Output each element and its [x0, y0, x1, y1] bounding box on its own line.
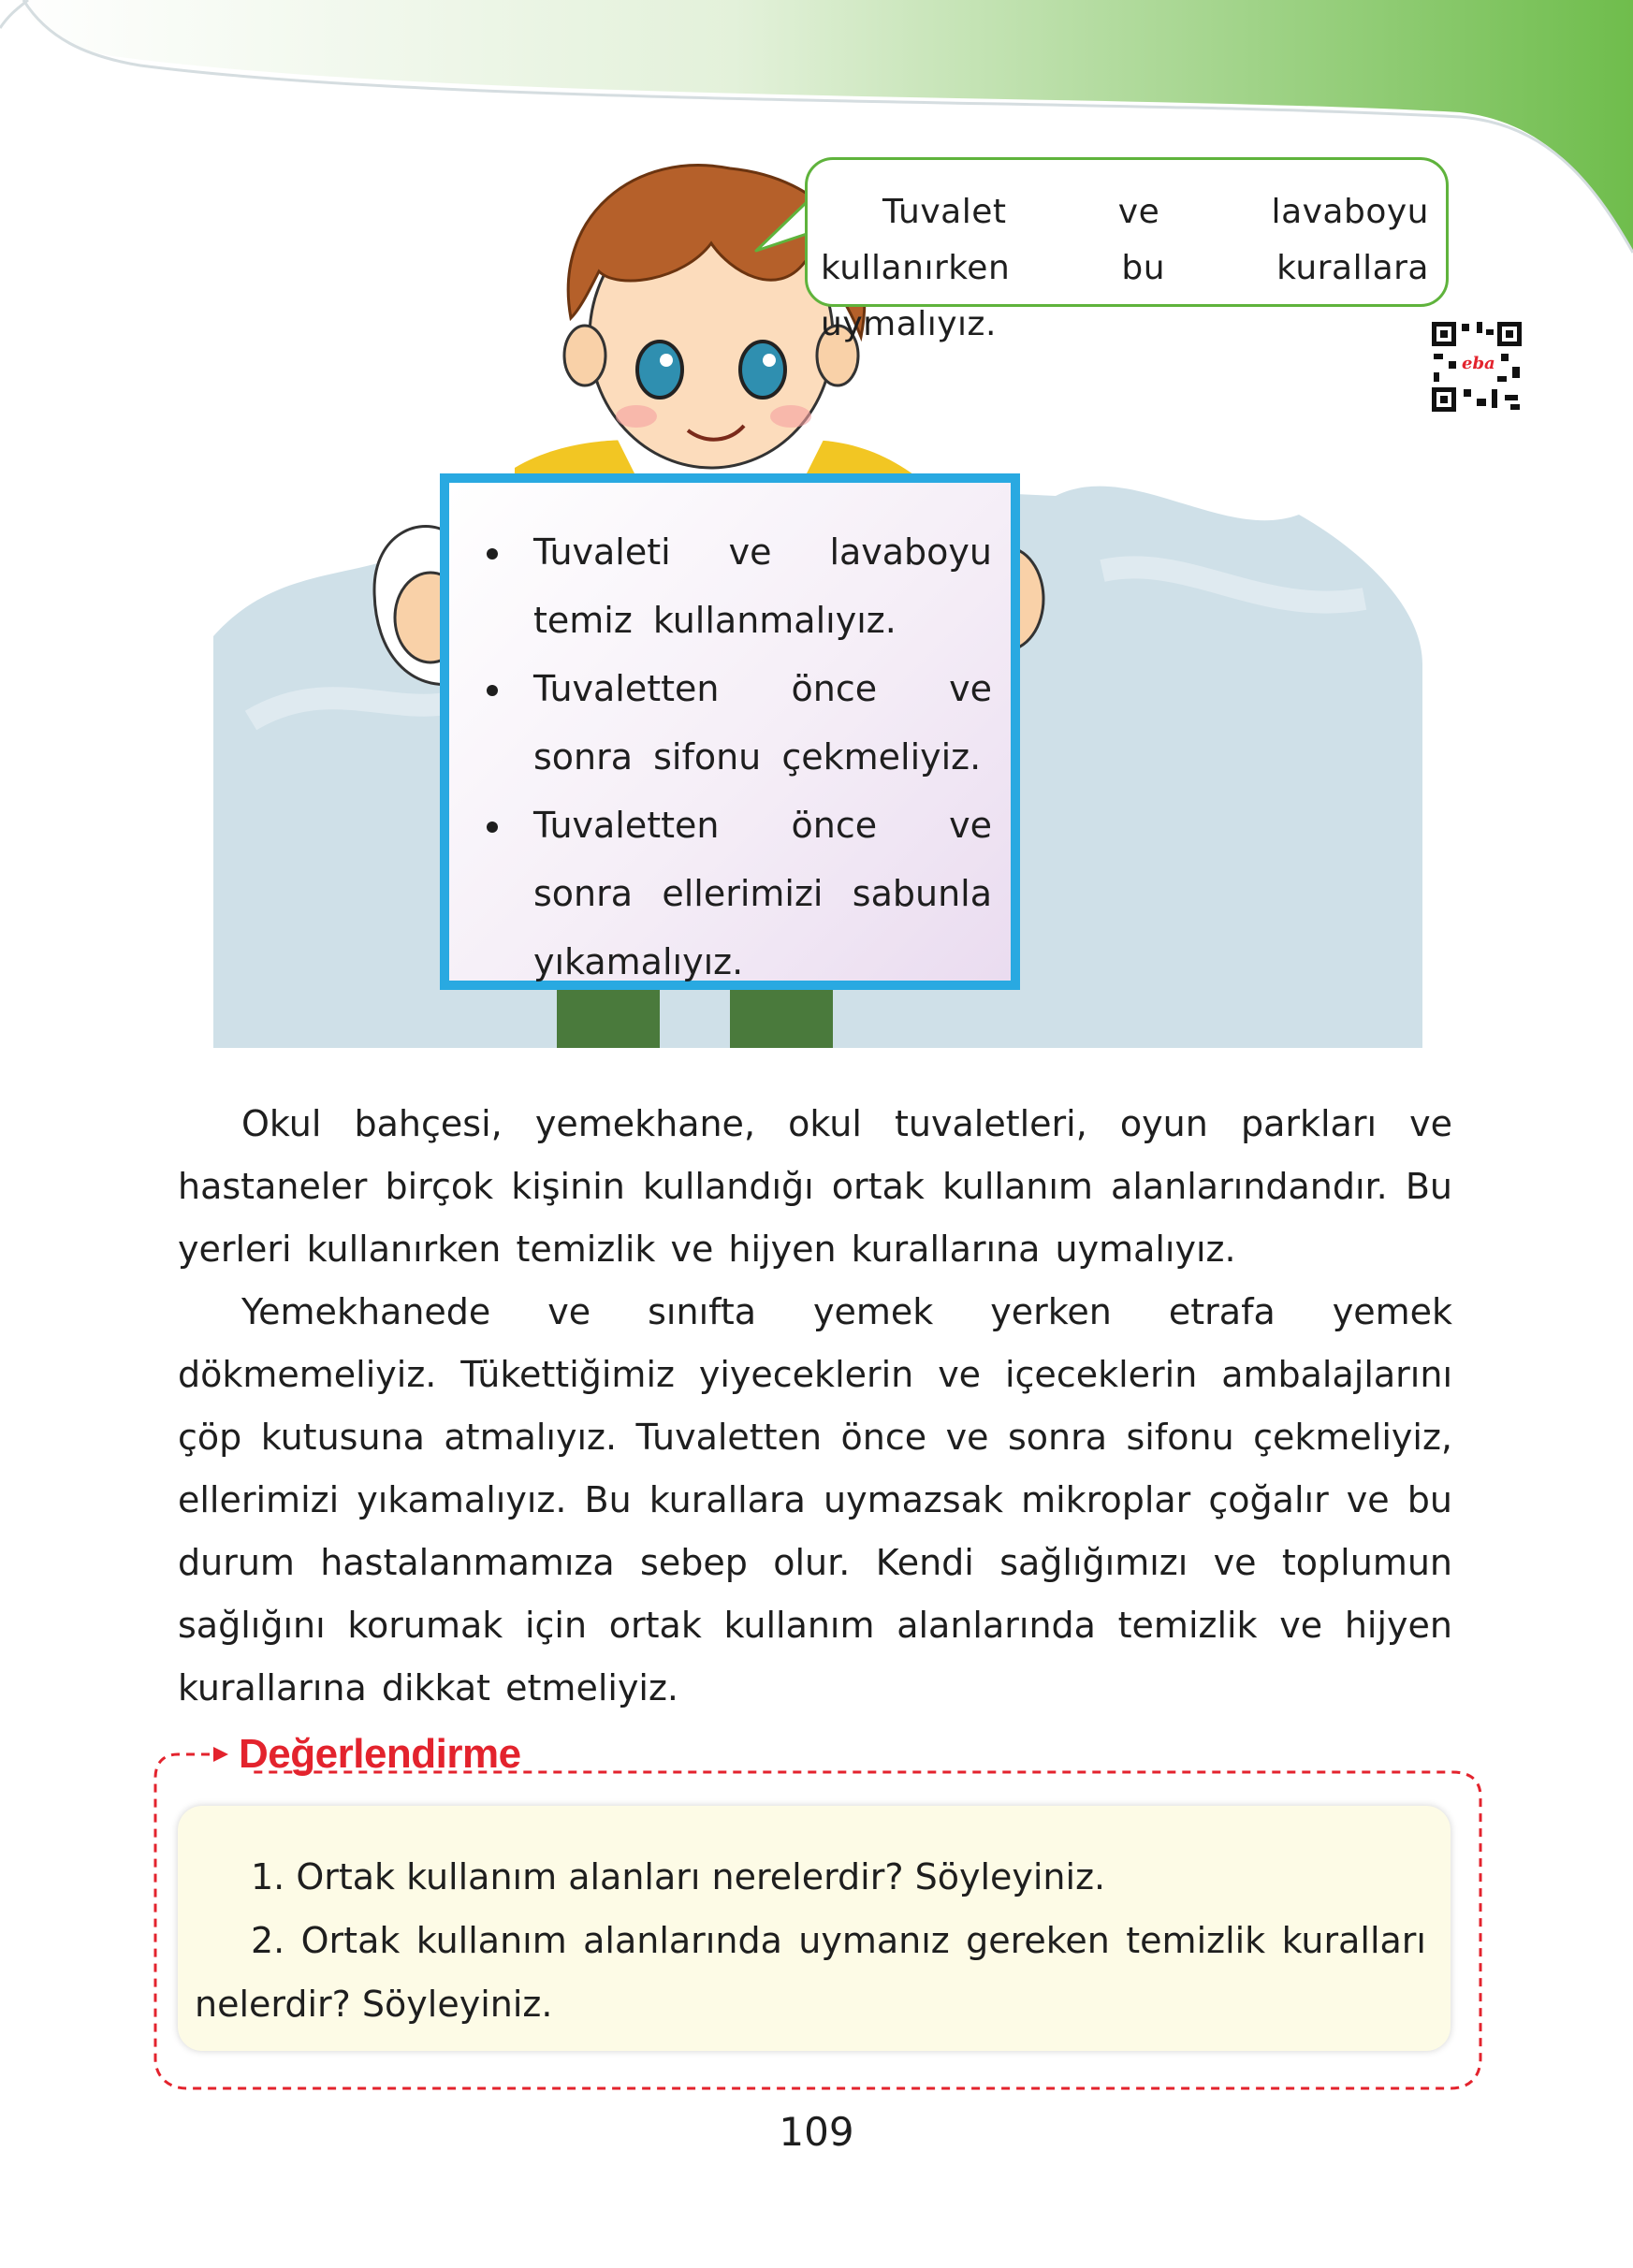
rule-item: Tuvaletten önce ve sonra sifonu çekmeliyiz. — [477, 655, 992, 792]
speech-bubble-text: Tuvalet ve lavaboyu kullanırken bu kurallara uymalıyız. — [821, 193, 1429, 343]
arrow-icon — [213, 1747, 228, 1762]
speech-bubble-tail — [754, 196, 810, 262]
body-text — [178, 1093, 1452, 1720]
evaluation-title: Değerlendirme — [239, 1731, 521, 1777]
speech-bubble — [805, 157, 1449, 343]
page-number: 109 — [779, 2109, 854, 2155]
rule-item: Tuvaletten önce ve sonra ellerimizi sabunla yıkamalıyız. — [477, 792, 992, 996]
body-paragraph: Okul bahçesi, yemekhane, okul tuvaletleri, oyun parkları ve hastaneler birçok kişinin kullandığı ortak kullanım alanlarındandır. Bu yerleri kullanırken temizlik ve hijyen kurallarına uymalıyız. — [178, 1103, 1452, 1270]
rule-item: Tuvaleti ve lavaboyu temiz kullanmalıyız. — [477, 518, 992, 655]
evaluation-question: 1. Ortak kullanım alanları nerelerdir? Söyleyiniz. — [251, 1856, 1106, 1897]
qr-code-label: eba — [1462, 354, 1495, 373]
evaluation-question: 2. Ortak kullanım alanlarında uymanız gereken temizlik kuralları nelerdir? Söyleyiniz. — [195, 1920, 1426, 2025]
body-paragraph: Yemekhanede ve sınıfta yemek yerken etrafa yemek dökmemeliyiz. Tükettiğimiz yiyeceklerin ve içeceklerin ambalajlarını çöp kutusuna atmalıyız. Tuvaletten önce ve sonra sifonu çekmeliyiz, ellerimizi yıkamalıyız. Bu kurallara uymazsak mikroplar çoğalır ve bu durum hastalanmamıza sebep olur. Kendi sağlığımızı ve toplumun sağlığını korumak için ortak kullanım alanlarında temizlik ve hijyen kurallarına dikkat etmeliyiz. — [178, 1291, 1452, 1708]
qr-code[interactable] — [1430, 320, 1524, 414]
evaluation-box — [178, 1806, 1451, 2051]
rules-sign — [440, 473, 1020, 990]
rules-list — [477, 518, 992, 996]
